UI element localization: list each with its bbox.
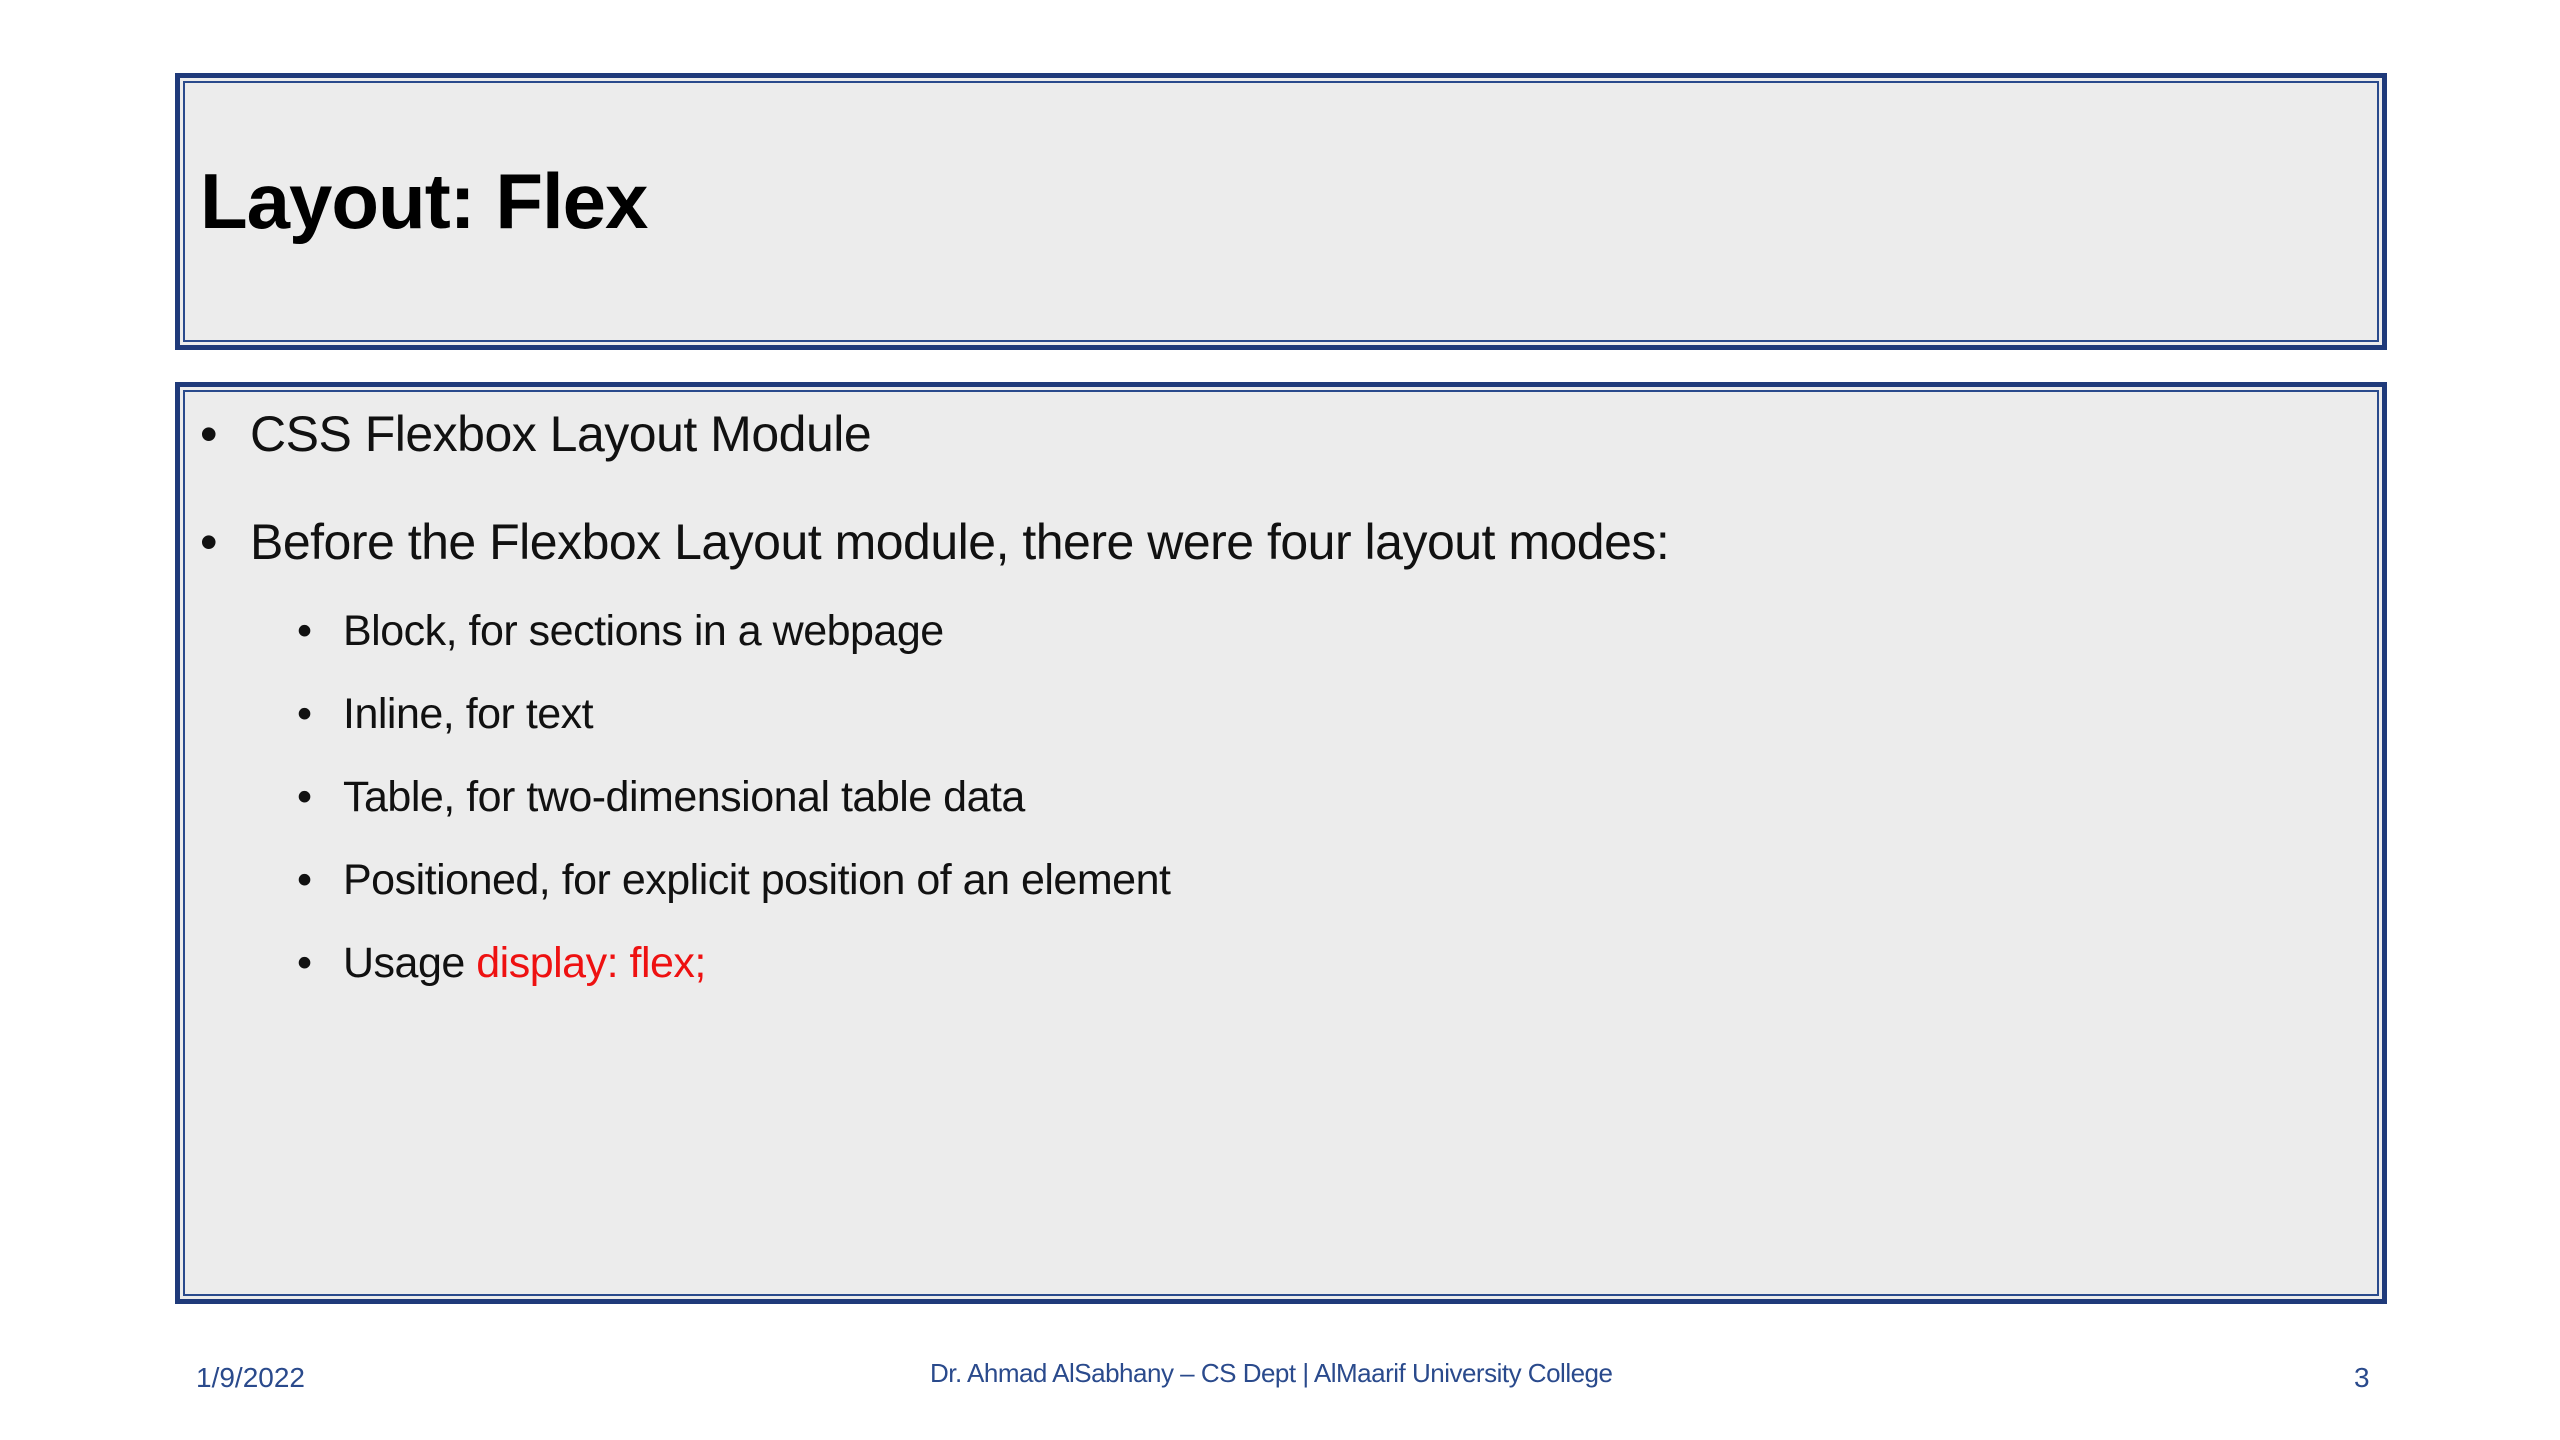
footer-date: 1/9/2022 bbox=[196, 1362, 305, 1393]
bullet-text: CSS Flexbox Layout Module bbox=[250, 406, 872, 462]
sub-bullet-text: Inline, for text bbox=[343, 690, 594, 738]
page-number: 3 bbox=[2354, 1362, 2370, 1393]
sub-bullet-text: Positioned, for explicit position of an element bbox=[343, 856, 1171, 904]
bullet-dot-icon: • bbox=[200, 406, 218, 462]
title-box bbox=[175, 73, 2387, 350]
bullet-dot-icon: • bbox=[297, 773, 312, 821]
content-box bbox=[175, 382, 2387, 1304]
bullet-dot-icon: • bbox=[297, 856, 312, 904]
bullet-dot-icon: • bbox=[297, 690, 312, 738]
slide-title: Layout: Flex bbox=[200, 157, 648, 245]
code-snippet: display: flex; bbox=[476, 939, 706, 987]
bullet-dot-icon: • bbox=[297, 939, 312, 987]
footer-author: Dr. Ahmad AlSabhany – CS Dept | AlMaarif University College bbox=[930, 1358, 1613, 1388]
bullet-dot-icon: • bbox=[200, 514, 218, 570]
bullet-dot-icon: • bbox=[297, 607, 312, 655]
bullet-text: Before the Flexbox Layout module, there were four layout modes: bbox=[250, 514, 1670, 570]
sub-bullet-text: Table, for two-dimensional table data bbox=[343, 773, 1025, 821]
sub-bullet-text bbox=[343, 939, 706, 988]
usage-label: Usage bbox=[343, 939, 477, 987]
sub-bullet-text: Block, for sections in a webpage bbox=[343, 607, 944, 655]
